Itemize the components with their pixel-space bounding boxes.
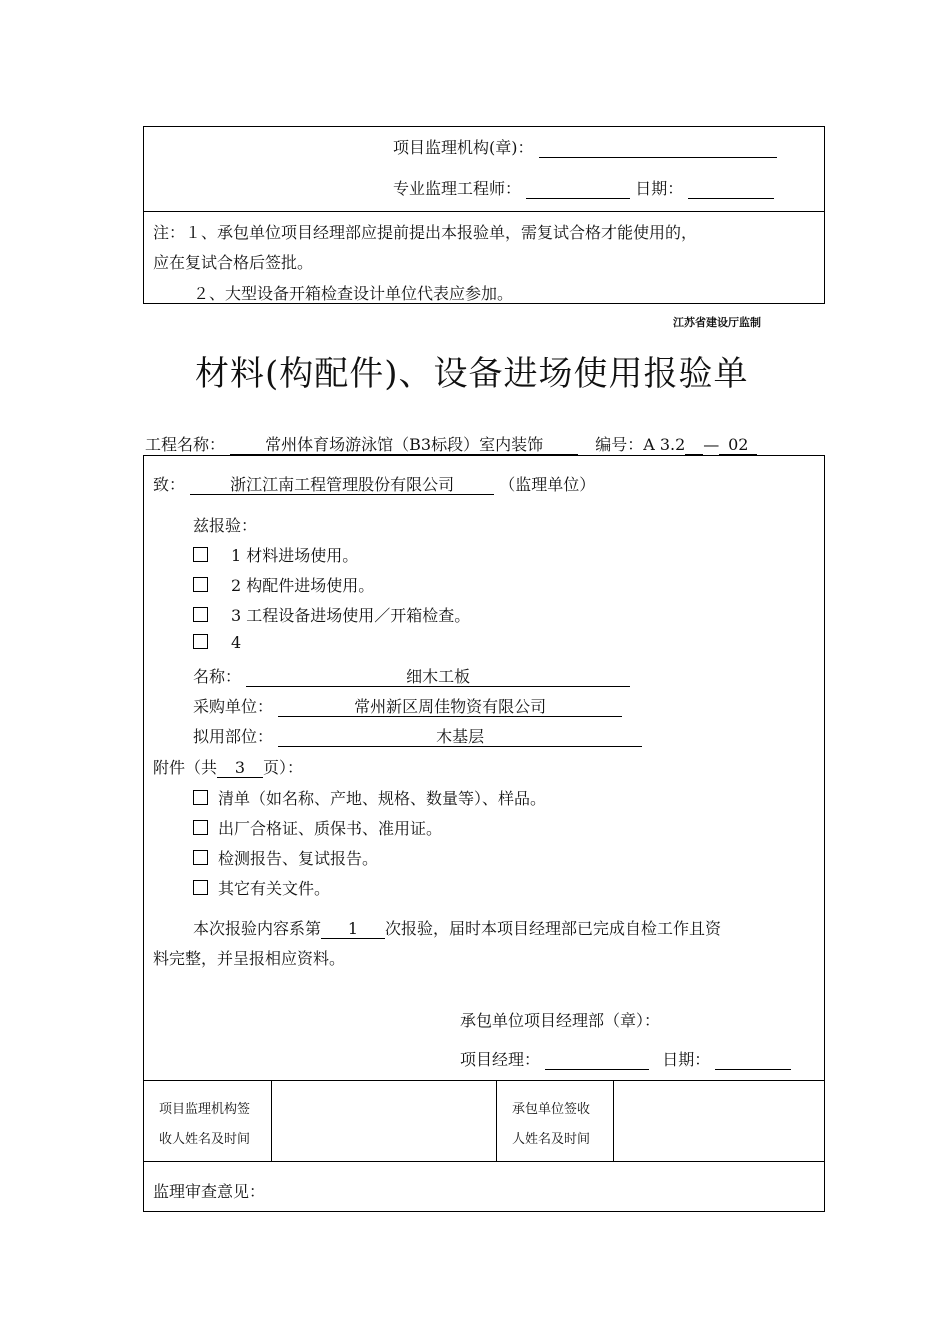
supervisor-mark: 江苏省建设厅监制 [673, 316, 761, 329]
checkbox[interactable] [193, 820, 208, 835]
number-blank[interactable] [685, 435, 703, 455]
review-top-divider [143, 1161, 825, 1162]
sign-divider-2 [496, 1080, 497, 1161]
location-value[interactable]: 木基层 [278, 727, 642, 747]
attach-prefix: 附件（共 [153, 758, 218, 777]
engineer-date-field[interactable] [688, 179, 774, 199]
attach-item [193, 816, 442, 839]
location-row [193, 724, 642, 747]
checkbox[interactable] [193, 790, 208, 805]
checkbox[interactable] [193, 577, 208, 592]
manager-field[interactable] [545, 1050, 649, 1070]
number-label: 编号：A 3.2 [595, 435, 686, 454]
report-item [193, 603, 470, 626]
top-box-divider [143, 211, 825, 212]
manager-date-field[interactable] [715, 1050, 791, 1070]
name-label: 名称： [193, 667, 242, 686]
name-value[interactable]: 细木工板 [246, 667, 630, 687]
statement-suffix: 次报验，届时本项目经理部已完成自检工作且资 [385, 919, 722, 938]
statement-num[interactable]: 1 [321, 919, 385, 939]
supervisor-sign-cell[interactable] [272, 1081, 496, 1161]
name-row [193, 664, 630, 687]
number-value[interactable]: 02 [719, 435, 757, 455]
manager-row [460, 1047, 791, 1070]
to-suffix: （监理单位） [499, 475, 596, 494]
project-label: 工程名称： [145, 435, 226, 454]
report-item-label: 1 材料进场使用。 [231, 546, 359, 565]
attach-item [193, 786, 546, 809]
report-intro: 兹报验： [193, 516, 258, 535]
attach-item-label: 其它有关文件。 [218, 879, 331, 898]
to-value[interactable]: 浙江江南工程管理股份有限公司 [190, 475, 494, 495]
sign-left-line-2: 收人姓名及时间 [159, 1132, 251, 1147]
checkbox[interactable] [193, 880, 208, 895]
review-label: 监理审查意见： [153, 1182, 266, 1201]
statement-line-1 [193, 916, 721, 939]
report-item-label: 4 [231, 633, 242, 652]
checkbox[interactable] [193, 850, 208, 865]
project-name[interactable]: 常州体育场游泳馆（B3标段）室内装饰 [230, 435, 578, 455]
report-item [193, 543, 358, 566]
org-seal-field[interactable] [539, 138, 777, 158]
manager-date-label: 日期： [662, 1050, 711, 1069]
note-line-2: 应在复试合格后签批。 [153, 253, 314, 272]
engineer-field[interactable] [526, 179, 630, 199]
attach-item-label: 清单（如名称、产地、规格、数量等）、样品。 [218, 789, 547, 808]
attach-count[interactable]: 3 [217, 758, 263, 778]
note-line-1: 注：１、承包单位项目经理部应提前提出本报验单，需复试合格才能使用的， [153, 223, 698, 242]
attach-item [193, 876, 330, 899]
checkbox[interactable] [193, 547, 208, 562]
location-label: 拟用部位： [193, 727, 274, 746]
checkbox[interactable] [193, 607, 208, 622]
engineer-date-label: 日期： [635, 179, 684, 198]
attach-item [193, 846, 378, 869]
attach-item-label: 出厂合格证、质保书、准用证。 [218, 819, 443, 838]
note-line-3: ２、大型设备开箱检查设计单位代表应参加。 [193, 284, 514, 303]
buyer-value[interactable]: 常州新区周佳物资有限公司 [278, 697, 622, 717]
org-seal-row [393, 135, 777, 158]
report-item-label: 2 构配件进场使用。 [231, 576, 375, 595]
org-seal-label: 项目监理机构(章)： [393, 138, 534, 157]
buyer-row [193, 694, 622, 717]
number-dash: — [703, 435, 720, 454]
engineer-row [393, 176, 774, 199]
form-title: 材料(构配件)、设备进场使用报验单 [195, 354, 749, 394]
sign-right-line-1: 承包单位签收 [512, 1102, 591, 1117]
statement-line-2: 料完整，并呈报相应资料。 [153, 949, 346, 968]
manager-label: 项目经理： [460, 1050, 541, 1069]
sign-right-line-2: 人姓名及时间 [512, 1132, 591, 1147]
report-item [193, 573, 374, 596]
contractor-sign-cell[interactable] [614, 1081, 824, 1161]
sign-left-line-1: 项目监理机构签 [159, 1102, 251, 1117]
engineer-label: 专业监理工程师： [393, 179, 522, 198]
buyer-label: 采购单位： [193, 697, 274, 716]
to-label: 致： [153, 475, 186, 494]
to-row [153, 472, 595, 495]
project-row [145, 432, 757, 455]
attach-item-label: 检测报告、复试报告。 [218, 849, 379, 868]
attach-suffix: 页）： [263, 758, 304, 777]
report-item-label: 3 工程设备进场使用／开箱检查。 [231, 606, 471, 625]
report-item [193, 633, 241, 652]
checkbox[interactable] [193, 634, 208, 649]
statement-prefix: 本次报验内容系第 [193, 919, 322, 938]
attach-row [153, 755, 303, 778]
contractor-seal-label: 承包单位项目经理部（章）： [460, 1011, 661, 1030]
